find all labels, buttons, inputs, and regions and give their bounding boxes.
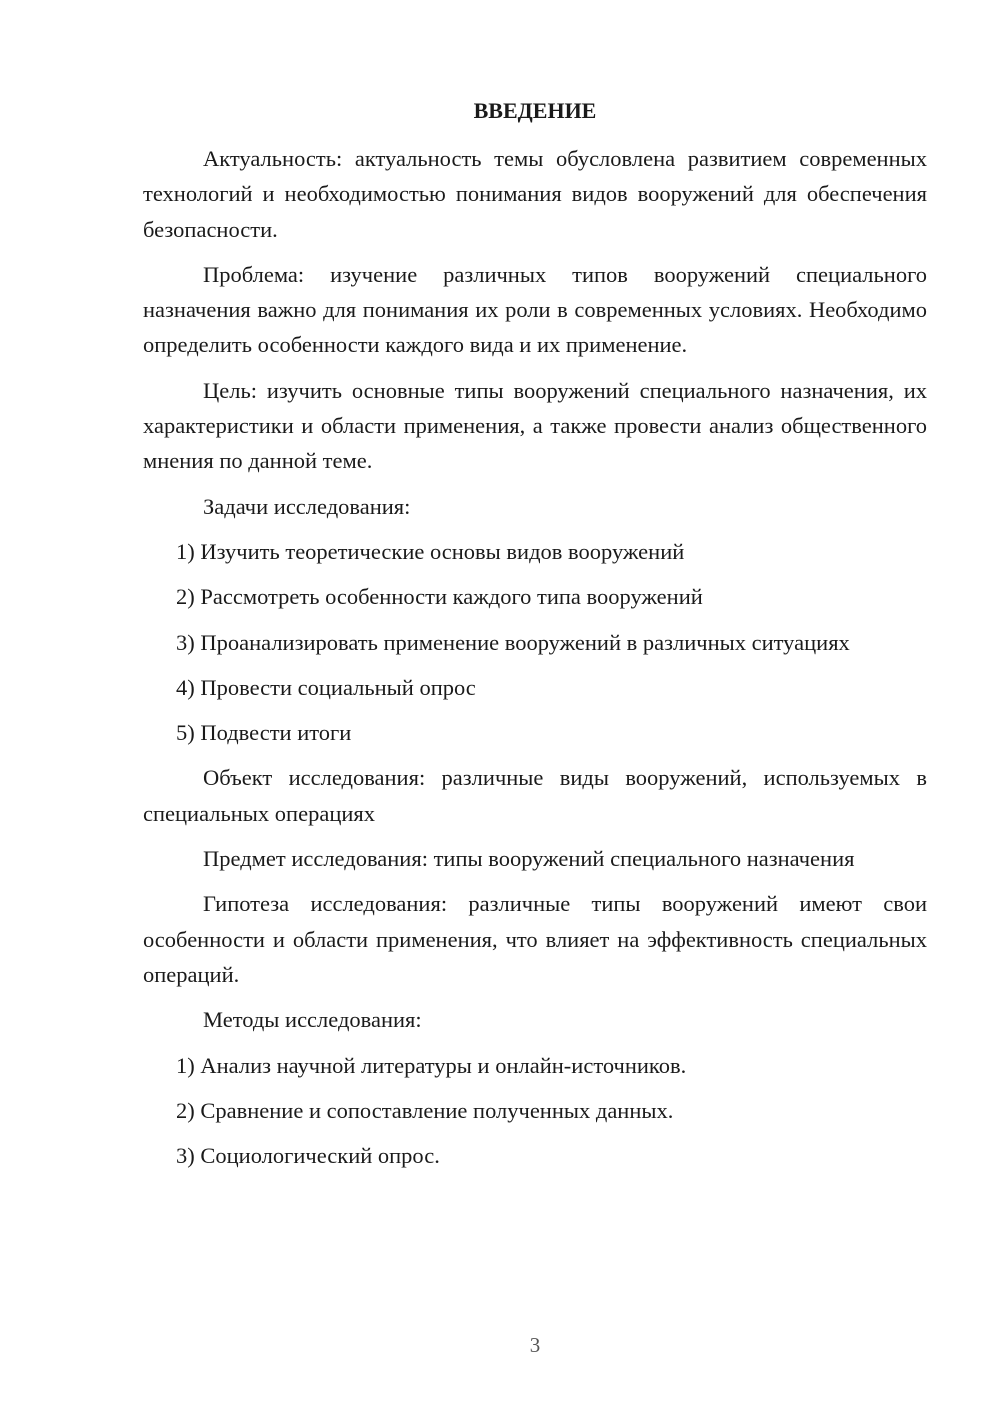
task-item: 4) Провести социальный опрос	[176, 674, 476, 700]
paragraph-relevance: Актуальность: актуальность темы обусловлена развитием современных технологий и необходимостью понимания видов вооружений для обеспечения безопасности.	[143, 146, 927, 242]
tasks-heading: Задачи исследования:	[203, 493, 411, 519]
methods-heading: Методы исследования:	[203, 1007, 422, 1033]
paragraph-problem: Проблема: изучение различных типов вооружений специального назначения важно для понимания их роли в современных условиях. Необходимо определить особенности каждого вида и их применение.	[143, 261, 927, 358]
paragraph-goal: Цель: изучить основные типы вооружений специального назначения, их характеристики и области применения, а также провести анализ общественного мнения по данной теме.	[143, 377, 927, 474]
task-item: 3) Проанализировать применение вооружений в различных ситуациях	[176, 629, 850, 655]
section-title: ВВЕДЕНИЕ	[473, 98, 597, 123]
method-item: 3) Социологический опрос.	[176, 1143, 440, 1169]
body-text	[143, 141, 927, 1183]
paragraph-subject: Предмет исследования: типы вооружений специального назначения	[203, 846, 855, 872]
method-item: 1) Анализ научной литературы и онлайн-источников.	[176, 1052, 687, 1078]
page-number: 3	[529, 1333, 541, 1357]
paragraph-object: Объект исследования: различные виды вооружений, используемых в специальных операциях	[143, 765, 927, 826]
method-item: 2) Сравнение и сопоставление полученных данных.	[176, 1097, 674, 1123]
task-item: 2) Рассмотреть особенности каждого типа вооружений	[176, 584, 703, 610]
task-item: 1) Изучить теоретические основы видов вооружений	[176, 538, 685, 564]
paragraph-hypothesis: Гипотеза исследования: различные типы вооружений имеют свои особенности и области применения, что влияет на эффективность специальных операций.	[143, 891, 927, 987]
task-item: 5) Подвести итоги	[176, 720, 352, 746]
